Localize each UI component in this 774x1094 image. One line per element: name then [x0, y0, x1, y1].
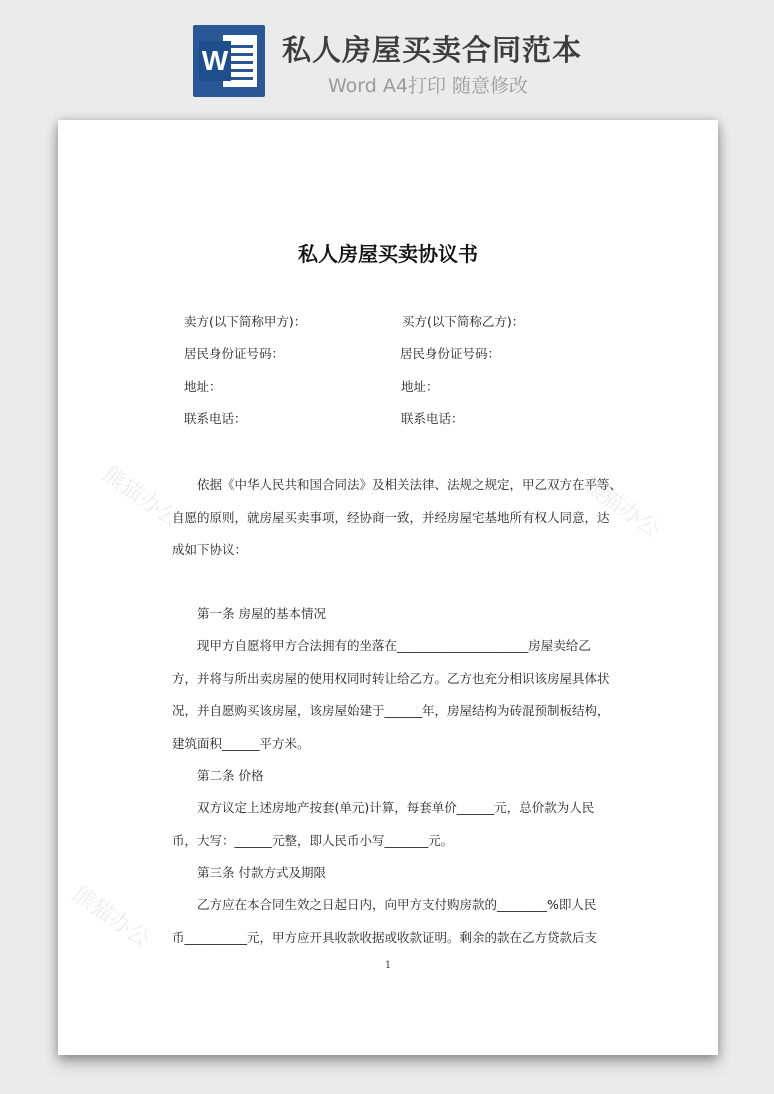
watermark: 熊猫办公 [67, 881, 155, 953]
body-line: 况，并自愿购买该房屋，该房屋始建于______年，房屋结构为砖混预制板结构， [172, 703, 610, 718]
document-title: 私人房屋买卖协议书 [298, 242, 478, 266]
seller-id-label: 居民身份证号码： [184, 346, 285, 361]
template-title: 私人房屋买卖合同范本 [282, 33, 583, 67]
word-icon [193, 25, 265, 97]
template-subtitle: Word A4打印 随意修改 [328, 75, 529, 97]
body-line: 依据《中华人民共和国合同法》及相关法律、法规之规定，甲乙双方在平等、 [197, 477, 623, 492]
body-line: 币__________元，甲方应开具收款收据或收款证明。剩余的款在乙方贷款后支 [172, 930, 598, 945]
page-number: 1 [384, 960, 392, 971]
seller-phone-label: 联系电话： [184, 411, 247, 426]
body-line: 现甲方自愿将甲方合法拥有的坐落在_____________________房屋卖给乙 [197, 638, 591, 653]
buyer-phone-label: 联系电话： [401, 411, 464, 426]
header [0, 0, 774, 118]
body-line: 币，大写：______元整，即人民币小写_______元。 [172, 833, 454, 848]
body-line: 乙方应在本合同生效之日起日内，向甲方支付购房款的________%即人民 [197, 897, 597, 912]
body-line: 方，并将与所出卖房屋的使用权同时转让给乙方。乙方也充分相识该房屋具体状 [172, 671, 610, 686]
buyer-id-label: 居民身份证号码： [400, 346, 501, 361]
article-heading: 第一条 房屋的基本情况 [197, 606, 326, 621]
body-line: 建筑面积______平方米。 [172, 736, 310, 751]
watermark: 熊猫办公 [577, 471, 665, 543]
article-heading: 第二条 价格 [197, 768, 264, 783]
body-line: 双方议定上述房地产按套(单元)计算，每套单价______元，总价款为人民 [197, 800, 595, 815]
seller-address-label: 地址： [184, 379, 222, 394]
article-heading: 第三条 付款方式及期限 [197, 865, 326, 880]
body-line: 自愿的原则，就房屋买卖事项，经协商一致，并经房屋宅基地所有权人同意，达 [172, 510, 610, 525]
body-line: 成如下协议： [172, 542, 248, 557]
word-icon-letter: W [199, 41, 231, 81]
buyer-label: 买方(以下简称乙方)： [402, 314, 525, 329]
buyer-address-label: 地址： [401, 379, 439, 394]
watermark: 熊猫办公 [97, 461, 185, 533]
document-page[interactable] [58, 120, 718, 1055]
seller-label: 卖方(以下简称甲方)： [184, 314, 307, 329]
